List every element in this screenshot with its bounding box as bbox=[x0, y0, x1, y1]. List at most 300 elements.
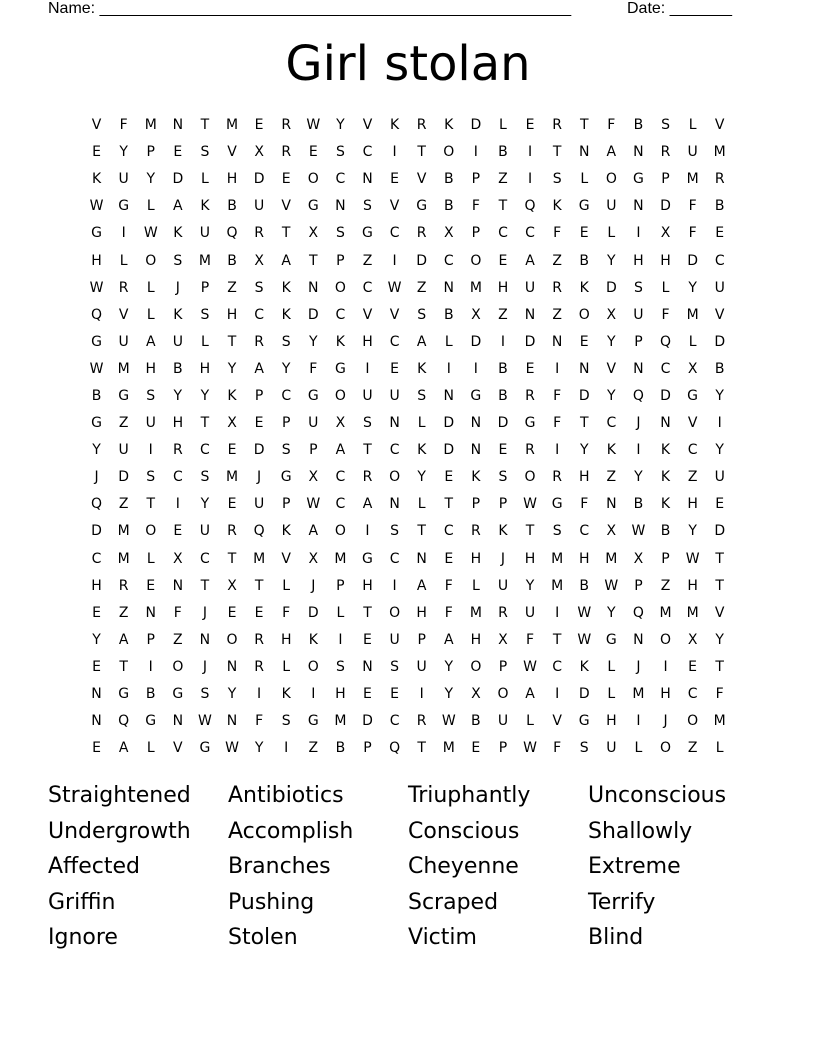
grid-letter: B bbox=[498, 144, 508, 161]
grid-letter: B bbox=[498, 360, 508, 377]
grid-row bbox=[83, 491, 733, 518]
grid-letter: P bbox=[146, 631, 155, 648]
grid-letter: N bbox=[633, 631, 644, 648]
grid-letter: G bbox=[172, 686, 184, 703]
grid-letter: Z bbox=[118, 415, 129, 432]
grid-letter: H bbox=[280, 631, 292, 648]
grid-letter: Q bbox=[226, 225, 238, 242]
grid-letter: X bbox=[335, 415, 346, 432]
grid-letter: T bbox=[579, 117, 589, 134]
grid-letter: E bbox=[173, 523, 183, 540]
grid-letter: I bbox=[473, 360, 478, 377]
grid-letter: X bbox=[173, 550, 183, 567]
grid-letter: I bbox=[500, 333, 506, 350]
grid-letter: V bbox=[118, 306, 129, 323]
grid-letter: C bbox=[389, 225, 400, 242]
grid-letter: W bbox=[306, 117, 321, 134]
grid-letter: M bbox=[686, 171, 699, 188]
grid-letter: F bbox=[282, 604, 291, 621]
grid-letter: R bbox=[660, 144, 671, 161]
grid-letter: G bbox=[632, 171, 644, 188]
grid-letter: E bbox=[525, 360, 535, 377]
grid-letter: A bbox=[606, 144, 617, 161]
grid-letter: I bbox=[392, 252, 397, 269]
grid-letter: R bbox=[525, 387, 535, 404]
grid-letter: Z bbox=[173, 631, 183, 648]
grid-letter: V bbox=[714, 306, 725, 323]
grid-letter: Y bbox=[525, 577, 535, 594]
date-field[interactable]: Date: _______ bbox=[627, 0, 732, 17]
grid-letter: R bbox=[525, 442, 535, 459]
grid-letter: K bbox=[471, 469, 481, 486]
grid-letter: Z bbox=[362, 252, 373, 269]
grid-letter: X bbox=[687, 631, 698, 648]
grid-letter: J bbox=[636, 415, 641, 432]
grid-letter: L bbox=[119, 252, 128, 269]
grid-letter: T bbox=[525, 523, 535, 540]
grid-letter: D bbox=[443, 415, 455, 432]
grid-letter: G bbox=[687, 387, 699, 404]
grid-letter: I bbox=[473, 144, 478, 161]
grid-letter: Y bbox=[607, 333, 616, 350]
grid-letter: M bbox=[117, 523, 130, 540]
grid-letter: N bbox=[172, 117, 184, 134]
grid-letter: Z bbox=[552, 252, 562, 269]
grid-letter: G bbox=[470, 387, 482, 404]
grid-letter: S bbox=[417, 306, 427, 323]
grid-letter: S bbox=[363, 415, 372, 432]
grid-letter: E bbox=[254, 117, 264, 134]
grid-letter: E bbox=[390, 686, 399, 703]
grid-letter: E bbox=[363, 686, 372, 703]
grid-letter: R bbox=[227, 523, 237, 540]
grid-letter: F bbox=[688, 225, 697, 242]
grid-letter: F bbox=[526, 631, 535, 648]
grid-row bbox=[83, 410, 733, 437]
grid-letter: F bbox=[553, 387, 562, 404]
word-list-item: Antibiotics bbox=[228, 783, 344, 808]
grid-letter: N bbox=[389, 496, 400, 513]
grid-letter: K bbox=[389, 117, 400, 134]
grid-letter: J bbox=[175, 279, 180, 296]
grid-letter: A bbox=[525, 686, 535, 703]
grid-letter: X bbox=[443, 225, 454, 242]
grid-letter: K bbox=[606, 442, 616, 459]
grid-letter: B bbox=[443, 171, 454, 188]
grid-letter: V bbox=[606, 360, 617, 377]
grid-letter: T bbox=[363, 604, 372, 621]
grid-letter: Y bbox=[444, 686, 454, 703]
grid-letter: L bbox=[688, 117, 697, 134]
grid-letter: L bbox=[146, 740, 155, 757]
grid-letter: F bbox=[688, 198, 697, 215]
grid-letter: I bbox=[284, 740, 289, 757]
grid-letter: H bbox=[524, 550, 536, 567]
grid-letter: I bbox=[257, 686, 262, 703]
grid-letter: P bbox=[498, 740, 508, 757]
grid-letter: F bbox=[119, 117, 128, 134]
grid-row bbox=[83, 518, 733, 545]
word-list-item: Shallowly bbox=[588, 818, 693, 844]
grid-letter: Y bbox=[607, 387, 616, 404]
grid-letter: V bbox=[91, 117, 102, 134]
grid-letter: I bbox=[527, 144, 533, 161]
word-list-item: Blind bbox=[588, 925, 644, 951]
grid-letter: Y bbox=[309, 333, 318, 350]
grid-letter: U bbox=[118, 171, 129, 188]
grid-letter: L bbox=[417, 415, 426, 432]
grid-letter: G bbox=[145, 713, 157, 730]
grid-letter: D bbox=[118, 469, 130, 486]
grid-letter: I bbox=[555, 604, 560, 621]
grid-letter: D bbox=[307, 306, 319, 323]
grid-letter: G bbox=[362, 550, 373, 567]
grid-letter: P bbox=[498, 496, 508, 513]
grid-letter: L bbox=[715, 740, 724, 757]
grid-letter: R bbox=[281, 117, 292, 134]
grid-letter: J bbox=[202, 658, 207, 675]
grid-letter: C bbox=[362, 279, 373, 296]
grid-letter: E bbox=[579, 225, 589, 242]
grid-letter: O bbox=[660, 631, 672, 648]
grid-letter: W bbox=[577, 604, 592, 621]
grid-letter: O bbox=[334, 523, 346, 540]
grid-letter: C bbox=[254, 306, 264, 323]
grid-letter: Q bbox=[91, 306, 103, 323]
grid-letter: Z bbox=[606, 469, 617, 486]
grid-letter: C bbox=[714, 252, 725, 269]
grid-letter: F bbox=[661, 306, 670, 323]
grid-letter: O bbox=[307, 171, 319, 188]
grid-letter: G bbox=[199, 740, 211, 757]
grid-letter: T bbox=[200, 415, 210, 432]
grid-letter: H bbox=[145, 360, 156, 377]
grid-letter: N bbox=[145, 604, 156, 621]
grid-letter: R bbox=[172, 442, 183, 459]
grid-letter: O bbox=[687, 713, 699, 730]
grid-letter: S bbox=[146, 387, 156, 404]
word-list-item: Branches bbox=[228, 854, 331, 880]
word-list-item: Scraped bbox=[408, 889, 499, 915]
grid-letter: V bbox=[714, 604, 725, 621]
grid-letter: K bbox=[308, 631, 318, 648]
grid-letter: E bbox=[146, 577, 156, 594]
grid-letter: E bbox=[281, 171, 291, 188]
grid-letter: I bbox=[636, 442, 641, 459]
grid-letter: E bbox=[444, 469, 454, 486]
grid-letter: Y bbox=[688, 279, 697, 296]
grid-letter: A bbox=[281, 252, 291, 269]
grid-letter: T bbox=[498, 198, 508, 215]
grid-letter: T bbox=[552, 144, 562, 161]
grid-letter: R bbox=[254, 333, 264, 350]
grid-letter: W bbox=[523, 740, 537, 757]
grid-letter: F bbox=[309, 360, 318, 377]
word-list-item: Cheyenne bbox=[408, 854, 519, 880]
grid-letter: O bbox=[226, 631, 238, 648]
grid-letter: K bbox=[417, 360, 427, 377]
grid-letter: X bbox=[254, 252, 264, 269]
grid-letter: V bbox=[552, 713, 562, 730]
name-field[interactable]: Name: _____________________________________________________ bbox=[48, 0, 572, 17]
grid-letter: V bbox=[362, 306, 373, 323]
grid-letter: A bbox=[335, 442, 346, 459]
grid-letter: H bbox=[226, 171, 238, 188]
grid-letter: M bbox=[469, 604, 482, 621]
grid-letter: T bbox=[579, 415, 589, 432]
grid-letter: O bbox=[145, 252, 157, 269]
grid-letter: M bbox=[253, 550, 266, 567]
grid-letter: K bbox=[281, 306, 291, 323]
grid-letter: W bbox=[89, 198, 104, 215]
grid-letter: L bbox=[201, 171, 209, 188]
grid-letter: I bbox=[175, 496, 180, 513]
grid-letter: A bbox=[118, 631, 129, 648]
grid-letter: D bbox=[605, 279, 617, 296]
grid-letter: C bbox=[606, 415, 617, 432]
grid-letter: P bbox=[146, 144, 155, 161]
grid-letter: M bbox=[713, 144, 726, 161]
grid-letter: X bbox=[660, 225, 671, 242]
grid-letter: P bbox=[281, 496, 291, 513]
grid-letter: E bbox=[254, 604, 264, 621]
grid-letter: M bbox=[144, 117, 157, 134]
page-title: Girl stolan bbox=[285, 36, 531, 92]
grid-letter: U bbox=[118, 333, 129, 350]
grid-letter: T bbox=[309, 252, 318, 269]
grid-letter: Q bbox=[524, 198, 536, 215]
grid-letter: N bbox=[172, 713, 184, 730]
grid-letter: S bbox=[281, 442, 291, 459]
grid-letter: V bbox=[389, 198, 400, 215]
grid-letter: H bbox=[633, 252, 644, 269]
grid-letter: U bbox=[118, 442, 129, 459]
grid-letter: M bbox=[713, 713, 726, 730]
grid-letter: D bbox=[91, 523, 102, 540]
grid-letter: P bbox=[471, 225, 481, 242]
grid-letter: R bbox=[416, 225, 427, 242]
word-list-item: Accomplish bbox=[228, 818, 354, 844]
grid-letter: L bbox=[607, 658, 616, 675]
grid-letter: A bbox=[254, 360, 264, 377]
grid-letter: P bbox=[417, 631, 426, 648]
grid-letter: Q bbox=[632, 604, 644, 621]
grid-letter: N bbox=[199, 631, 211, 648]
grid-letter: U bbox=[497, 577, 509, 594]
grid-letter: I bbox=[392, 577, 397, 594]
grid-letter: G bbox=[118, 198, 130, 215]
grid-letter: X bbox=[471, 686, 481, 703]
grid-letter: S bbox=[417, 387, 427, 404]
grid-letter: L bbox=[336, 604, 345, 621]
grid-letter: E bbox=[227, 496, 237, 513]
grid-letter: L bbox=[526, 713, 534, 730]
grid-letter: E bbox=[92, 740, 101, 757]
grid-letter: O bbox=[389, 469, 401, 486]
grid-letter: R bbox=[416, 117, 427, 134]
grid-letter: C bbox=[443, 523, 454, 540]
grid-letter: F bbox=[444, 577, 453, 594]
grid-letter: I bbox=[392, 144, 397, 161]
grid-letter: L bbox=[688, 333, 697, 350]
grid-letter: K bbox=[335, 333, 345, 350]
grid-letter: W bbox=[89, 279, 104, 296]
grid-letter: H bbox=[606, 713, 617, 730]
grid-letter: J bbox=[257, 469, 262, 486]
grid-letter: D bbox=[578, 387, 590, 404]
grid-letter: N bbox=[389, 415, 400, 432]
grid-letter: Z bbox=[660, 577, 671, 594]
grid-letter: D bbox=[497, 415, 509, 432]
grid-letter: N bbox=[335, 198, 346, 215]
grid-letter: J bbox=[202, 604, 207, 621]
grid-letter: E bbox=[390, 360, 399, 377]
grid-row bbox=[83, 735, 733, 762]
header-line bbox=[48, 0, 748, 20]
grid-letter: L bbox=[607, 686, 616, 703]
grid-letter: K bbox=[660, 496, 671, 513]
grid-letter: R bbox=[552, 117, 562, 134]
grid-letter: Z bbox=[687, 469, 698, 486]
grid-letter: S bbox=[281, 333, 291, 350]
grid-letter: T bbox=[200, 117, 210, 134]
grid-letter: C bbox=[498, 225, 508, 242]
grid-letter: N bbox=[606, 496, 617, 513]
grid-letter: V bbox=[281, 550, 291, 567]
grid-letter: A bbox=[416, 577, 427, 594]
grid-letter: D bbox=[578, 686, 590, 703]
grid-letter: S bbox=[200, 686, 210, 703]
grid-letter: A bbox=[308, 523, 319, 540]
grid-letter: G bbox=[551, 496, 563, 513]
grid-letter: J bbox=[94, 469, 99, 486]
grid-letter: M bbox=[659, 604, 672, 621]
grid-letter: S bbox=[281, 713, 291, 730]
grid-letter: Q bbox=[118, 713, 130, 730]
grid-letter: P bbox=[309, 442, 318, 459]
grid-letter: Z bbox=[118, 604, 129, 621]
grid-letter: A bbox=[362, 496, 373, 513]
grid-letter: H bbox=[199, 360, 211, 377]
grid-letter: I bbox=[636, 225, 641, 242]
grid-letter: T bbox=[200, 577, 210, 594]
grid-letter: Z bbox=[687, 740, 698, 757]
grid-letter: F bbox=[715, 686, 724, 703]
grid-letter: O bbox=[172, 658, 184, 675]
grid-letter: D bbox=[253, 171, 265, 188]
grid-letter: H bbox=[362, 577, 373, 594]
grid-letter: N bbox=[226, 713, 238, 730]
grid-letter: G bbox=[91, 225, 102, 242]
grid-letter: E bbox=[525, 117, 535, 134]
grid-letter: S bbox=[200, 144, 210, 161]
grid-letter: I bbox=[419, 686, 424, 703]
grid-letter: G bbox=[362, 225, 373, 242]
grid-letter: O bbox=[578, 306, 590, 323]
grid-row bbox=[83, 437, 733, 464]
grid-letter: B bbox=[714, 198, 725, 215]
grid-letter: G bbox=[91, 333, 102, 350]
grid-letter: Y bbox=[173, 387, 183, 404]
grid-letter: K bbox=[91, 171, 102, 188]
grid-letter: V bbox=[362, 117, 373, 134]
grid-letter: E bbox=[715, 496, 725, 513]
grid-letter: N bbox=[362, 171, 373, 188]
grid-letter: R bbox=[470, 523, 481, 540]
grid-letter: A bbox=[443, 631, 454, 648]
grid-letter: Z bbox=[498, 171, 508, 188]
grid-letter: M bbox=[632, 686, 645, 703]
grid-letter: C bbox=[389, 550, 400, 567]
grid-letter: O bbox=[334, 279, 346, 296]
grid-letter: C bbox=[335, 171, 346, 188]
grid-letter: X bbox=[687, 360, 698, 377]
grid-letter: H bbox=[687, 577, 698, 594]
grid-letter: L bbox=[282, 577, 291, 594]
grid-letter: D bbox=[660, 387, 671, 404]
grid-letter: C bbox=[91, 550, 102, 567]
grid-letter: N bbox=[524, 306, 536, 323]
grid-letter: K bbox=[579, 658, 589, 675]
grid-row bbox=[83, 139, 733, 166]
grid-letter: A bbox=[118, 740, 129, 757]
grid-letter: L bbox=[607, 225, 616, 242]
grid-letter: E bbox=[363, 631, 372, 648]
grid-letter: N bbox=[551, 333, 563, 350]
grid-letter: E bbox=[308, 144, 318, 161]
grid-letter: L bbox=[661, 279, 670, 296]
grid-letter: R bbox=[254, 631, 264, 648]
grid-letter: M bbox=[605, 550, 618, 567]
grid-letter: S bbox=[335, 225, 345, 242]
grid-letter: G bbox=[334, 360, 346, 377]
grid-letter: P bbox=[661, 550, 670, 567]
grid-letter: M bbox=[225, 117, 239, 134]
grid-letter: R bbox=[118, 577, 129, 594]
grid-letter: T bbox=[417, 523, 426, 540]
grid-letter: H bbox=[226, 306, 238, 323]
grid-row bbox=[83, 546, 733, 573]
grid-letter: B bbox=[660, 523, 671, 540]
grid-letter: K bbox=[579, 279, 589, 296]
grid-letter: P bbox=[336, 577, 345, 594]
grid-letter: R bbox=[552, 469, 562, 486]
grid-letter: U bbox=[145, 415, 156, 432]
grid-letter: S bbox=[363, 198, 372, 215]
grid-letter: B bbox=[579, 577, 590, 594]
grid-letter: E bbox=[498, 252, 508, 269]
grid-letter: H bbox=[660, 252, 671, 269]
grid-letter: F bbox=[607, 117, 616, 134]
grid-letter: K bbox=[281, 279, 291, 296]
grid-letter: S bbox=[146, 469, 156, 486]
grid-letter: H bbox=[172, 415, 184, 432]
grid-letter: R bbox=[498, 604, 508, 621]
grid-letter: R bbox=[552, 279, 562, 296]
grid-row bbox=[83, 708, 733, 735]
grid-letter: N bbox=[470, 415, 482, 432]
grid-letter: N bbox=[362, 658, 373, 675]
grid-letter: N bbox=[172, 577, 184, 594]
grid-row bbox=[83, 356, 733, 383]
grid-letter: I bbox=[338, 631, 343, 648]
grid-letter: U bbox=[497, 713, 509, 730]
grid-letter: H bbox=[416, 604, 427, 621]
grid-letter: I bbox=[663, 658, 668, 675]
grid-letter: K bbox=[417, 442, 427, 459]
grid-letter: E bbox=[390, 171, 399, 188]
grid-letter: N bbox=[470, 442, 482, 459]
